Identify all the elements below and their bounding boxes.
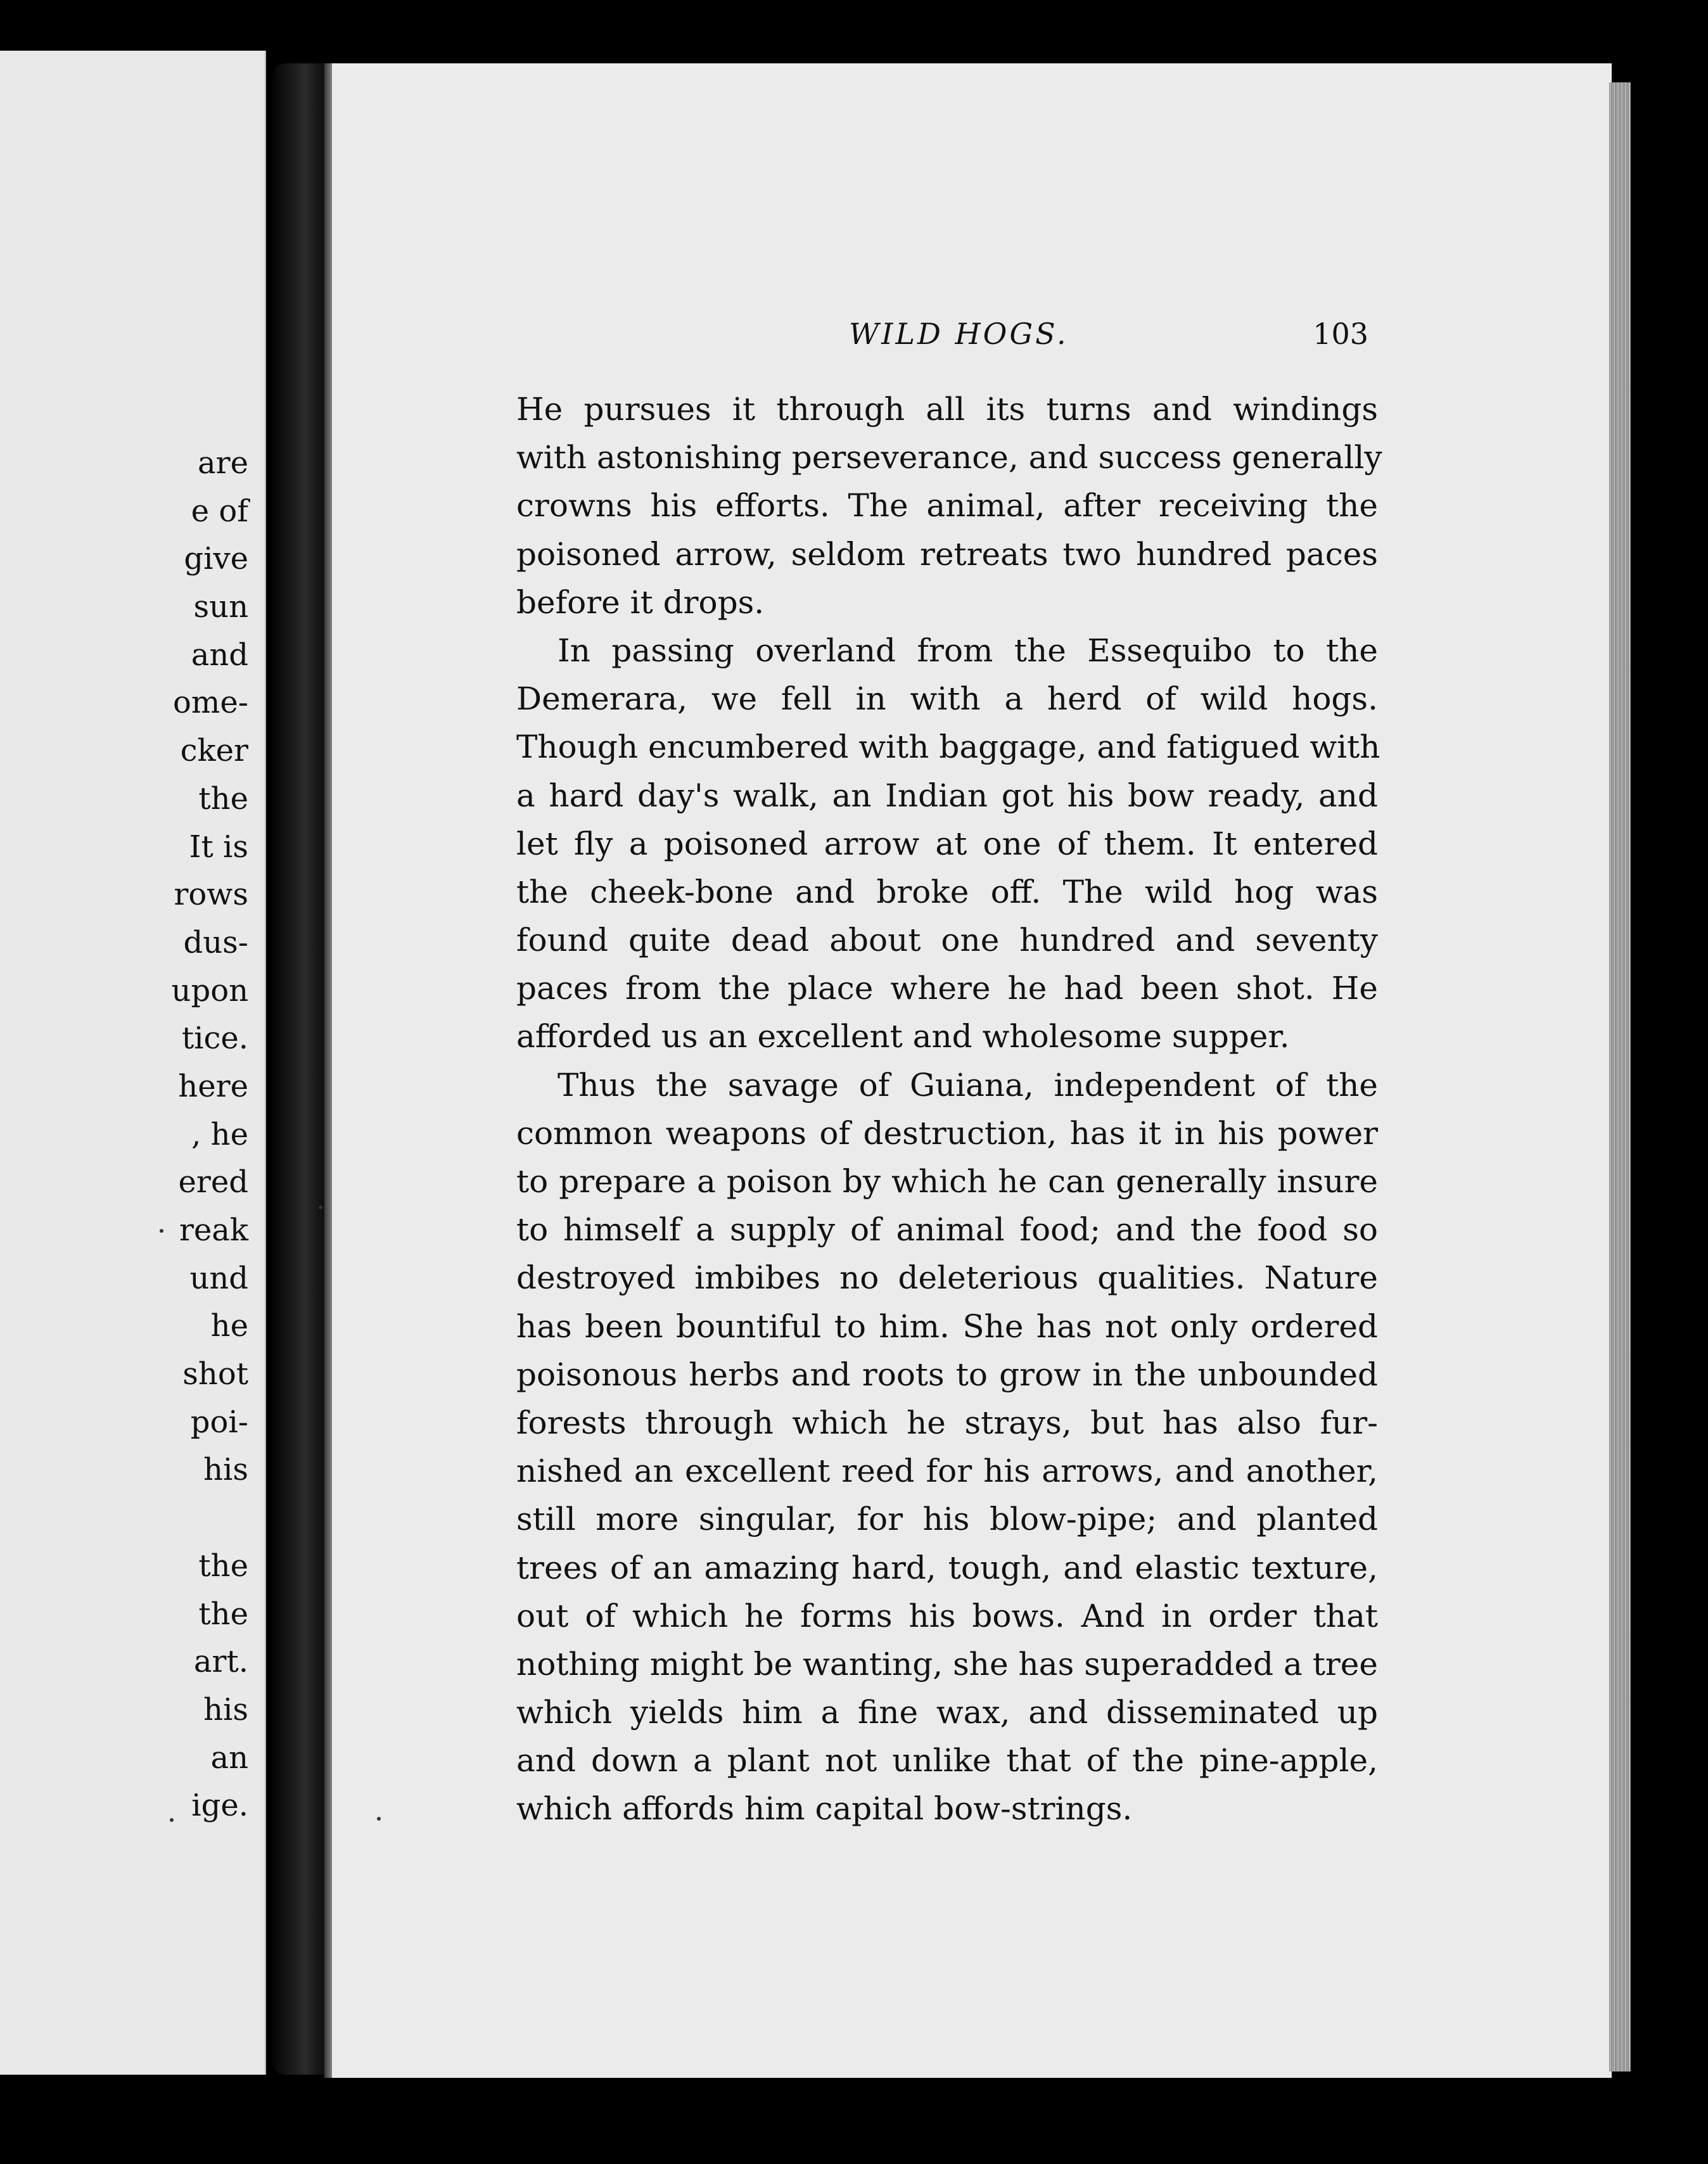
text-line: and down a plant not unlike that of the pine-apple, (516, 1742, 1378, 1779)
text-line: which yields him a fine wax, and disseminated up (516, 1694, 1378, 1731)
text-line: forests through which he strays, but has also fur- (516, 1404, 1378, 1441)
left-page-line: , he (191, 1116, 248, 1152)
left-page-line: the (198, 1548, 248, 1584)
left-page-line: e of (191, 493, 248, 529)
text-line: paces from the place where he had been shot. He (516, 970, 1378, 1007)
running-head (516, 310, 1381, 361)
paragraph (516, 385, 1382, 627)
left-page (0, 51, 266, 2075)
left-page-line: ome- (172, 685, 248, 721)
text-line: has been bountiful to him. She has not only ordered (516, 1308, 1378, 1345)
scan-speck (160, 1229, 163, 1233)
left-page-line: tice. (181, 1021, 248, 1057)
left-page-line: his (203, 1691, 248, 1728)
left-page-line: shot (182, 1356, 248, 1392)
text-line: destroyed imbibes no deleterious qualities. Nature (516, 1259, 1378, 1297)
text-line: He pursues it through all its turns and windings (516, 391, 1378, 428)
left-page-line: are (198, 445, 248, 481)
text-line: out of which he forms his bows. And in order that (516, 1597, 1378, 1634)
text-line: Demerara, we fell in with a herd of wild hogs. (516, 680, 1378, 718)
text-line: before it drops. (516, 583, 765, 621)
page-number: 103 (1313, 317, 1368, 351)
left-page-line: he (210, 1308, 248, 1344)
text-line: poisonous herbs and roots to grow in the unbounded (516, 1356, 1378, 1393)
text-line: to himself a supply of animal food; and the food so (516, 1211, 1378, 1249)
scan-speck (319, 1206, 322, 1209)
scan-speck (170, 1818, 174, 1822)
left-page-line: und (189, 1260, 248, 1296)
left-page-line: ered (178, 1164, 248, 1200)
left-page-line: the (198, 1596, 248, 1632)
text-line: still more singular, for his blow-pipe; and planted (516, 1501, 1378, 1538)
text-line: Thus the savage of Guiana, independent of the (558, 1066, 1378, 1104)
left-page-line: ige. (191, 1788, 248, 1824)
text-line: trees of an amazing hard, tough, and elastic texture, (516, 1549, 1378, 1586)
left-page-line: the (198, 780, 248, 817)
text-line: crowns his efforts. The animal, after receiving the (516, 487, 1378, 525)
left-page-line: his (203, 1452, 248, 1488)
text-line: to prepare a poison by which he can generally insure (516, 1163, 1378, 1200)
left-page-line (172, 1494, 248, 1543)
left-page-line: rows (174, 877, 248, 913)
left-page-line: It is (189, 829, 248, 865)
left-page-line: cker (180, 733, 248, 769)
left-page-line: art. (193, 1644, 248, 1680)
text-line: the cheek-bone and broke off. The wild hog was (516, 873, 1378, 910)
text-line: nothing might be wanting, she has superadded a tree (516, 1645, 1378, 1683)
text-line: found quite dead about one hundred and seventy (516, 922, 1378, 959)
paragraph (516, 1061, 1378, 1833)
running-title: WILD HOGS. (849, 317, 1069, 351)
text-line: nished an excellent reed for his arrows, and another, (516, 1453, 1378, 1490)
left-page-line: and (191, 637, 248, 673)
left-page-line: dus- (183, 924, 248, 960)
text-line: common weapons of destruction, has it in his power (516, 1114, 1378, 1152)
paragraph (516, 627, 1378, 1061)
left-page-line: reak (179, 1212, 248, 1248)
scan-speck (377, 1817, 381, 1821)
left-page-text (172, 440, 248, 1830)
left-page-line: an (210, 1740, 248, 1776)
text-line: poisoned arrow, seldom retreats two hundred paces (516, 535, 1378, 573)
left-page-line: sun (193, 589, 248, 625)
text-line: afforded us an excellent and wholesome supper. (516, 1018, 1290, 1055)
text-line: a hard day's walk, an Indian got his bow ready, and (516, 777, 1378, 814)
page-edges (1609, 82, 1631, 2072)
text-line: with astonishing perseverance, and success generally (516, 439, 1382, 476)
text-line: let fly a poisoned arrow at one of them. It entered (516, 825, 1378, 862)
text-line: Though encumbered with baggage, and fatigued with (516, 729, 1380, 766)
left-page-line: upon (171, 972, 248, 1009)
left-page-line: here (178, 1068, 248, 1104)
left-page-line: give (184, 541, 248, 577)
body-text (516, 385, 1382, 1833)
text-line: which affords him capital bow-strings. (516, 1790, 1133, 1828)
text-line: In passing overland from the Essequibo to the (558, 632, 1378, 669)
left-page-line: poi- (190, 1404, 248, 1440)
